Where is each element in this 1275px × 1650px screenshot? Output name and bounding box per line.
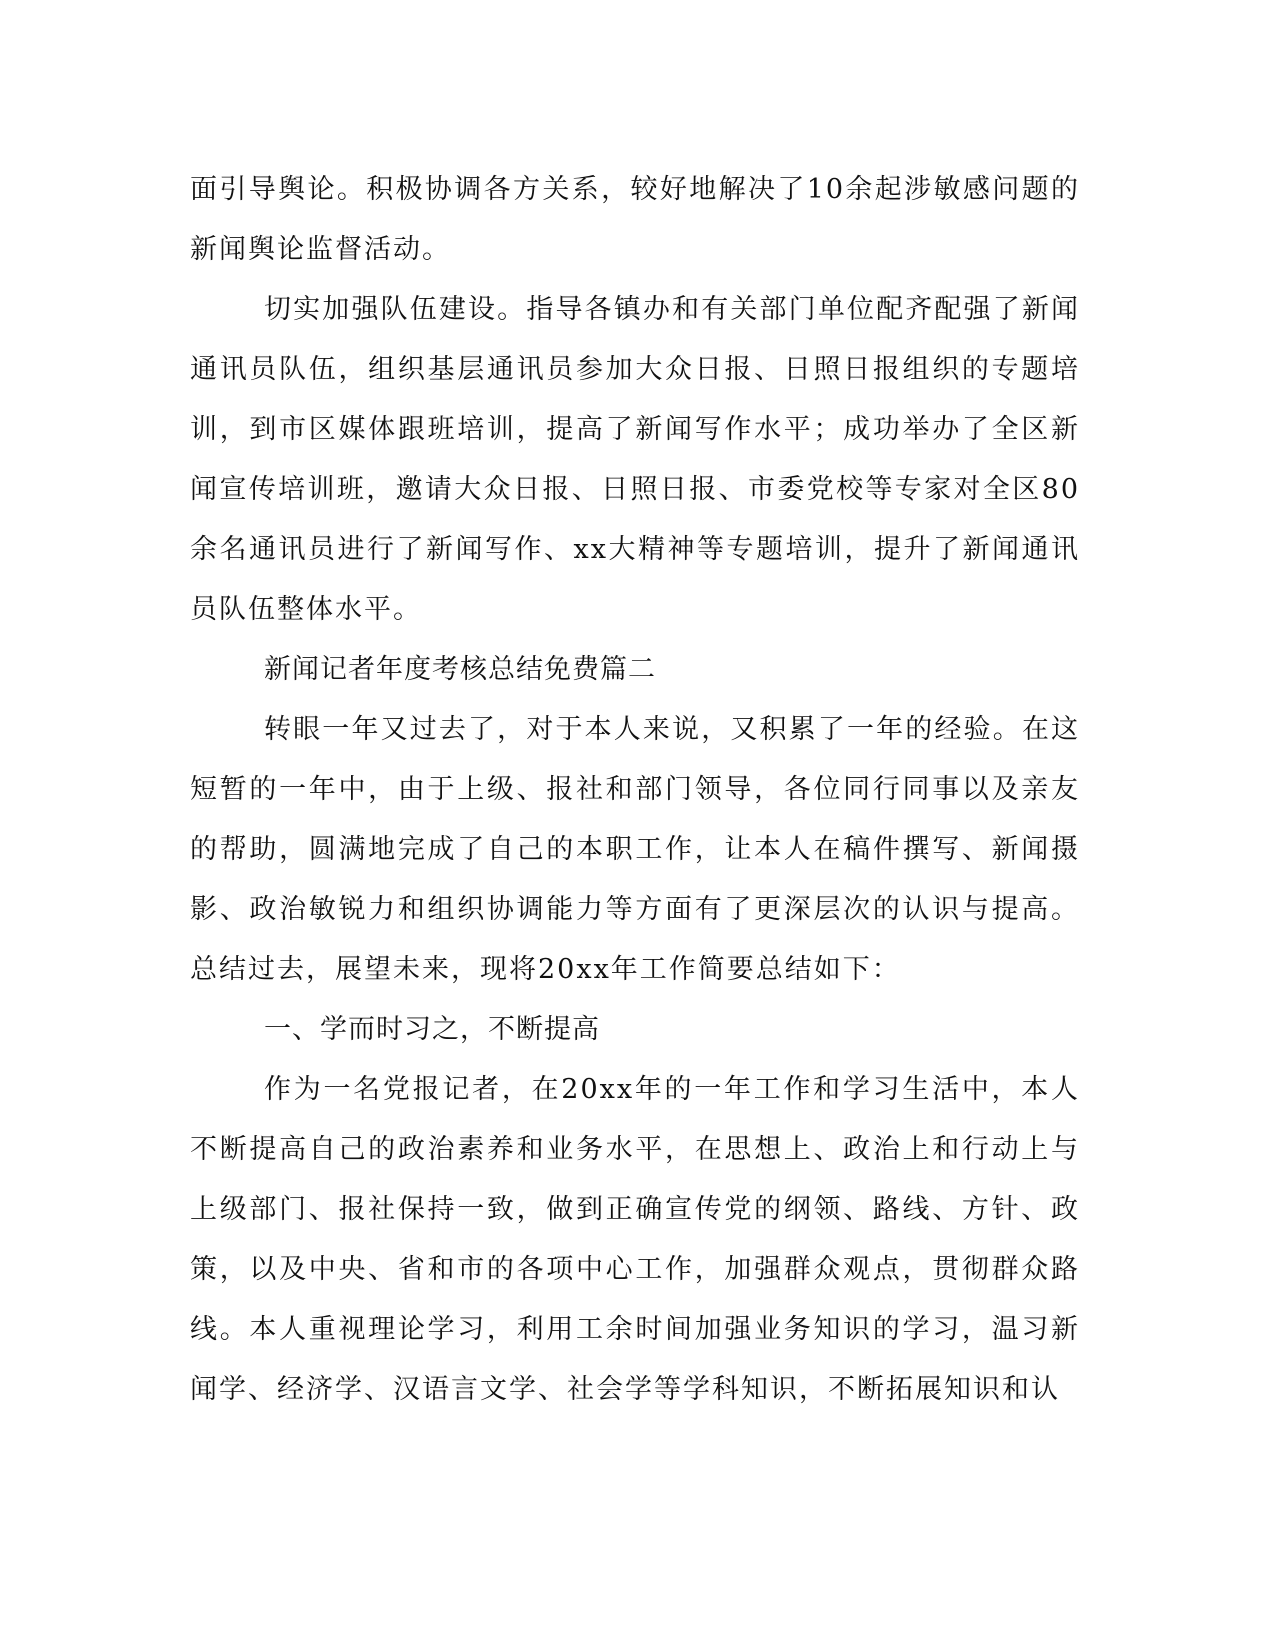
paragraph-team-building: 切实加强队伍建设。指导各镇办和有关部门单位配齐配强了新闻通讯员队伍，组织基层通讯员参加大众日报、日照日报组织的专题培训，到市区媒体跟班培训，提高了新闻写作水平；成功举办了全区新闻宣传培训班，邀请大众日报、日照日报、市委党校等专家对全区80余名通讯员进行了新闻写作、xx大精神等专题培训，提升了新闻通讯员队伍整体水平。 <box>190 294 1080 625</box>
paragraph-study: 作为一名党报记者，在20xx年的一年工作和学习生活中，本人不断提高自己的政治素养和业务水平，在思想上、政治上和行动上与上级部门、报社保持一致，做到正确宣传党的纲领、路线、方针、政策，以及中央、省和市的各项中心工作，加强群众观点，贯彻群众路线。本人重视理论学习，利用工余时间加强业务知识的学习，温习新闻学、经济学、汉语言文学、社会学等学科知识，不断拓展知识和认 <box>190 1074 1080 1405</box>
paragraph-continuation: 面引导舆论。积极协调各方关系，较好地解决了10余起涉敏感问题的新闻舆论监督活动。 <box>190 174 1080 265</box>
section-heading-one: 一、学而时习之，不断提高 <box>264 1014 600 1045</box>
document-body <box>190 160 1080 1420</box>
section-title: 新闻记者年度考核总结免费篇二 <box>264 654 656 685</box>
paragraph-intro: 转眼一年又过去了，对于本人来说，又积累了一年的经验。在这短暂的一年中，由于上级、报社和部门领导，各位同行同事以及亲友的帮助，圆满地完成了自己的本职工作，让本人在稿件撰写、新闻摄影、政治敏锐力和组织协调能力等方面有了更深层次的认识与提高。总结过去，展望未来，现将20xx年工作简要总结如下： <box>190 714 1080 985</box>
